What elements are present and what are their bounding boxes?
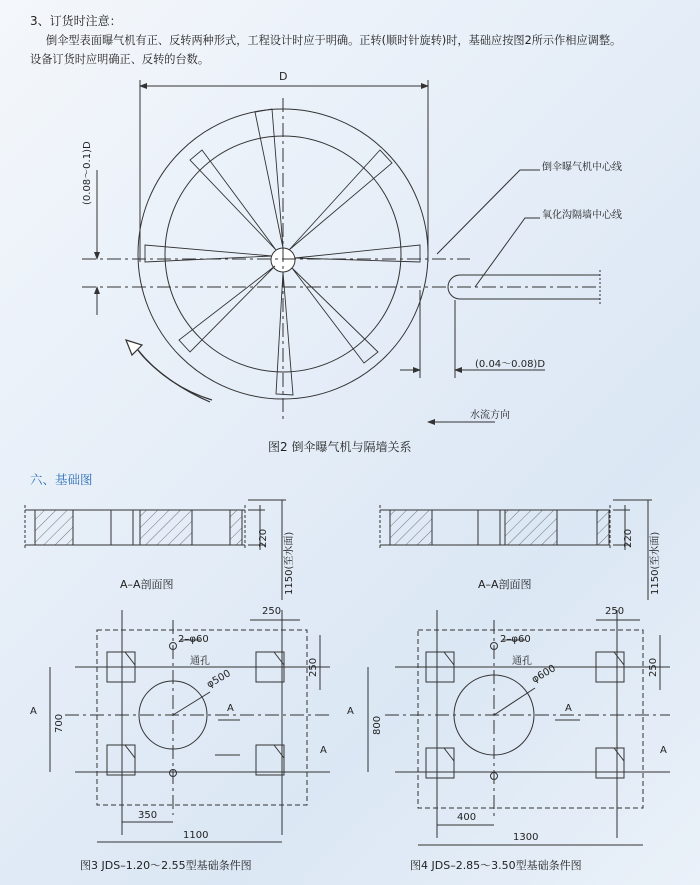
fig3-marker-a-right: A [320, 745, 327, 756]
fig3-marker-a-center: A [227, 703, 234, 714]
fig4-hole-sub: 通孔 [512, 656, 532, 667]
fig4-plan [368, 610, 670, 845]
fig4-marker-a-center: A [565, 703, 572, 714]
fig3-dim-350: 350 [138, 810, 158, 821]
fig3-dim-220: 220 [258, 528, 269, 548]
dim-vertical-offset: (0.08～0.1)D [82, 141, 93, 205]
fig4-section-caption: A–A剖面图 [478, 578, 532, 591]
fig4-dim-250-right: 250 [648, 657, 659, 677]
fig3-marker-a-left: A [30, 706, 37, 717]
fig3-dim-250-right: 250 [308, 657, 319, 677]
fig4-dim-1150: 1150(至水面) [650, 531, 661, 595]
fig4-caption: 图4 JDS–2.85～3.50型基础条件图 [410, 859, 582, 872]
dim-d-label: D [279, 70, 288, 83]
label-wall-centerline: 氧化沟隔墙中心线 [542, 210, 622, 221]
fig2-caption: 图2 倒伞曝气机与隔墙关系 [268, 440, 412, 454]
fig3-section-caption: A–A剖面图 [120, 578, 174, 591]
fig3-dim-1150: 1150(至水面) [284, 531, 295, 595]
notes-line1: 倒伞型表面曝气机有正、反转两种形式，工程设计时应于明确。正转(顺时针旋转)时，基础应按图2所示作相应调整。 [46, 34, 622, 47]
section6-heading: 六、基础图 [30, 472, 93, 487]
fig3-dim-width: 1100 [183, 830, 209, 841]
fig3-dim-circle: φ500 [205, 668, 233, 691]
fig3-dim-250-top: 250 [262, 606, 282, 617]
notes-line2: 设备订货时应明确正、反转的台数。 [30, 53, 210, 66]
fig4-dim-250-top: 250 [605, 606, 625, 617]
fig4-dim-circle: φ600 [530, 663, 558, 686]
fig4-dim-height: 800 [372, 715, 383, 735]
fig4-marker-a-left: A [347, 706, 354, 717]
fig4-marker-a-right: A [660, 745, 667, 756]
dim-horizontal-offset: (0.04～0.08)D [475, 359, 546, 370]
label-flow-direction: 水流方向 [470, 410, 510, 421]
label-aerator-centerline: 倒伞曝气机中心线 [542, 162, 622, 173]
notes-heading: 3、订货时注意： [30, 14, 122, 28]
fig4-dim-width: 1300 [513, 832, 539, 843]
fig4-dim-400: 400 [457, 812, 477, 823]
fig4-dim-220: 220 [623, 528, 634, 548]
fig4-hole-label: 2–φ60 [500, 634, 531, 645]
fig2-aerator-diagram [82, 80, 600, 422]
fig3-dim-height: 700 [54, 713, 65, 733]
fig3-caption: 图3 JDS–1.20～2.55型基础条件图 [80, 859, 252, 872]
fig3-hole-label: 2–φ60 [178, 634, 209, 645]
fig3-hole-sub: 通孔 [190, 656, 210, 667]
